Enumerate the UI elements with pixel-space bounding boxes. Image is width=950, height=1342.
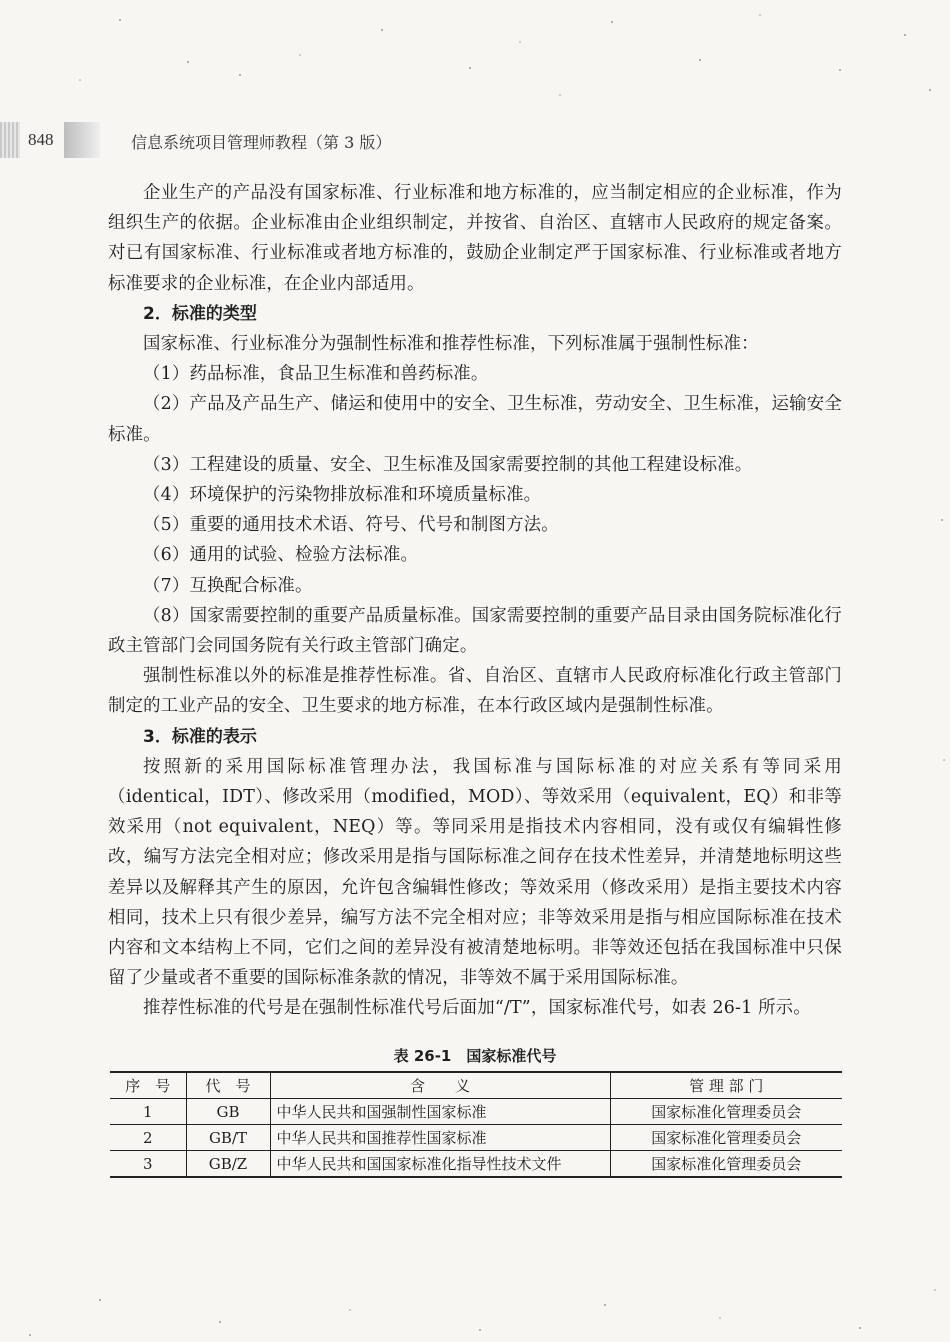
table-cell: 3 <box>110 1151 186 1178</box>
table-cell: GB <box>186 1099 270 1125</box>
header-tab-marker <box>0 122 20 158</box>
list-item: （5）重要的通用技术术语、符号、代号和制图方法。 <box>143 515 559 536</box>
table-cell: 中华人民共和国强制性国家标准 <box>270 1099 610 1125</box>
table-row <box>110 1151 842 1178</box>
table-caption: 表 26-1 国家标准代号 <box>393 1047 557 1065</box>
list-item: （3）工程建设的质量、安全、卫生标准及国家需要控制的其他工程建设标准。 <box>143 454 753 475</box>
paragraph: 按照新的采用国际标准管理办法，我国标准与国际标准的对应关系有等同采用（identical，IDT）、修改采用（modified，MOD）、等效采用（equivalent，EQ）和非等效采用（not equivalent，NEQ）等。等同采用是指技术内容相同，没有或仅有编辑性修改，编写方法完全相对应；修改采用是指与国际标准之间存在技术性差异，并清楚地标明这些差异以及解释其产生的原因，允许包含编辑性修改；等效采用（修改采用）是指主要技术内容相同，技术上只有很少差异，编写方法不完全相对应；非等效采用是指与相应国际标准在技术内容和文本结构上不同，它们之间的差异没有被清楚地标明。非等效还包括在我国标准中只保留了少量或者不重要的国际标准条款的情况，非等效不属于采用国际标准。 <box>108 756 842 989</box>
paragraph: 强制性标准以外的标准是推荐性标准。省、自治区、直辖市人民政府标准化行政主管部门制定的工业产品的安全、卫生要求的地方标准，在本行政区域内是强制性标准。 <box>108 666 842 717</box>
section-heading: 2．标准的类型 <box>143 303 257 324</box>
table-cell: 国家标准化管理委员会 <box>610 1099 842 1125</box>
paragraph: 企业生产的产品没有国家标准、行业标准和地方标准的，应当制定相应的企业标准，作为组织生产的依据。企业标准由企业组织制定，并按省、自治区、直辖市人民政府的规定备案。对已有国家标准、行业标准或者地方标准的，鼓励企业制定严于国家标准、行业标准或者地方标准要求的企业标准，在企业内部适用。 <box>108 183 842 294</box>
list-item: （4）环境保护的污染物排放标准和环境质量标准。 <box>143 485 542 506</box>
table-cell: 1 <box>110 1099 186 1125</box>
table-cell: GB/Z <box>186 1151 270 1178</box>
book-title: 信息系统项目管理师教程（第 3 版） <box>131 133 392 152</box>
header-tab-gradient <box>64 122 100 158</box>
table-header-cell: 代 号 <box>186 1072 270 1099</box>
table-header-cell: 管 理 部 门 <box>610 1072 842 1099</box>
body-text <box>108 178 842 1024</box>
section-heading: 3．标准的表示 <box>143 726 257 747</box>
page-header <box>0 122 950 158</box>
list-item: （7）互换配合标准。 <box>143 575 313 596</box>
table-cell: 国家标准化管理委员会 <box>610 1125 842 1151</box>
table-cell: GB/T <box>186 1125 270 1151</box>
table-header-cell: 含 义 <box>270 1072 610 1099</box>
table-row <box>110 1125 842 1151</box>
list-item: （1）药品标准，食品卫生标准和兽药标准。 <box>143 364 489 385</box>
page-number: 848 <box>28 130 54 149</box>
list-item: （8）国家需要控制的重要产品质量标准。国家需要控制的重要产品目录由国务院标准化行政主管部门会同国务院有关行政主管部门确定。 <box>108 605 842 657</box>
table-row <box>110 1099 842 1125</box>
list-item: （6）通用的试验、检验方法标准。 <box>143 545 419 566</box>
paragraph: 推荐性标准的代号是在强制性标准代号后面加“/T”，国家标准代号，如表 26-1 所示。 <box>143 998 811 1019</box>
table-header-row <box>110 1072 842 1099</box>
table-cell: 中华人民共和国国家标准化指导性技术文件 <box>270 1151 610 1178</box>
paragraph: 国家标准、行业标准分为强制性标准和推荐性标准，下列标准属于强制性标准： <box>143 334 759 355</box>
table-cell: 中华人民共和国推荐性国家标准 <box>270 1125 610 1151</box>
list-item: （2）产品及产品生产、储运和使用中的安全、卫生标准，劳动安全、卫生标准，运输安全标准。 <box>108 394 842 445</box>
table-cell: 国家标准化管理委员会 <box>610 1151 842 1178</box>
table-header-cell: 序 号 <box>110 1072 186 1099</box>
table-cell: 2 <box>110 1125 186 1151</box>
standards-table <box>110 1071 842 1178</box>
